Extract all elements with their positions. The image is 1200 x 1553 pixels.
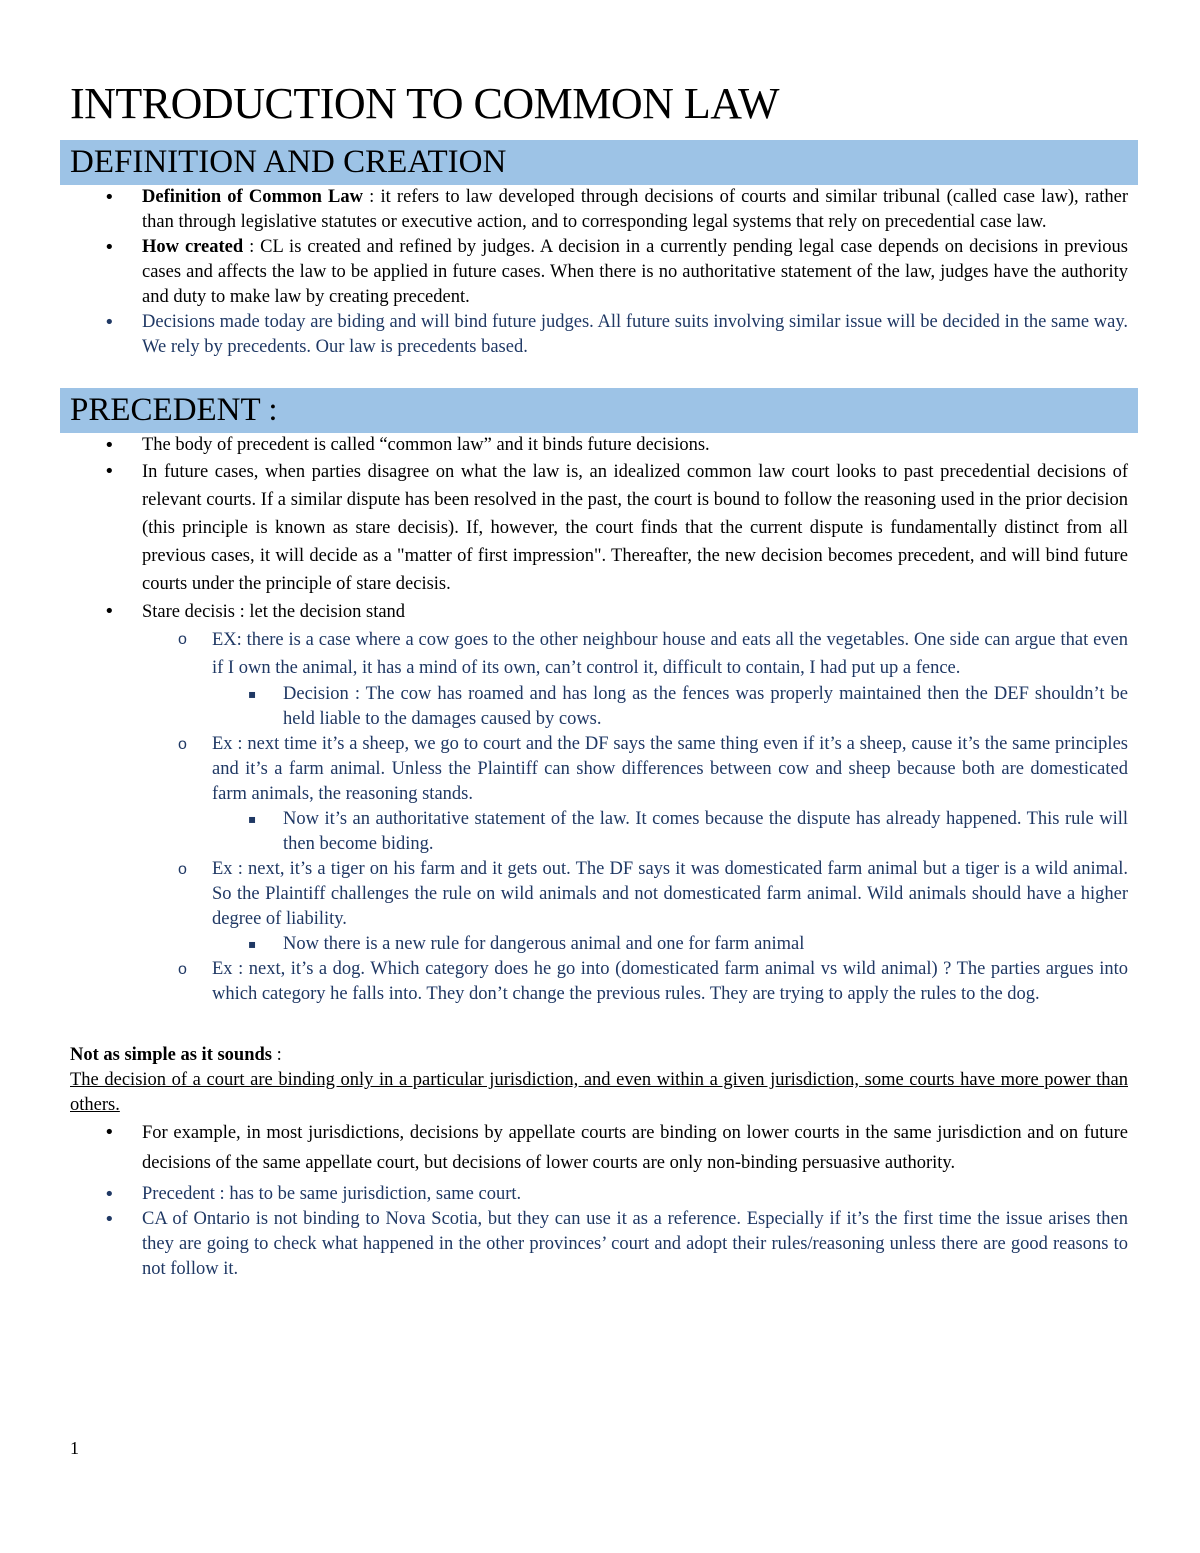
list-item bbox=[70, 185, 1128, 235]
subheading-rest: : bbox=[272, 1045, 282, 1065]
section-heading-definition: DEFINITION AND CREATION bbox=[60, 140, 1138, 185]
subheading bbox=[70, 1043, 1128, 1068]
example-item: o Ex : next time it’s a sheep, we go to court and the DF says the same thing even if it’s a sheep, cause it’s the same principles and it’s a farm animal. Unless the Plaintiff can show differences between cow and sheep because both are domesticated farm animals, the reasoning stands. bbox=[70, 732, 1128, 807]
list-item bbox=[70, 310, 1128, 360]
list-item: • For example, in most jurisdictions, decisions by appellate courts are binding on lower courts in the same jurisdiction and on future decisions of the same appellate court, but decisions of lower courts are only non-binding persuasive authority. bbox=[70, 1118, 1128, 1178]
list-item: • The body of precedent is called “common law” and it binds future decisions. bbox=[70, 433, 1128, 458]
note-text: Decisions made today are biding and will bind future judges. All future suits involving similar issue will be decided in the same way. We rely by precedents. Our law is precedents based. bbox=[142, 312, 1128, 357]
section-heading-precedent: PRECEDENT : bbox=[60, 388, 1138, 433]
list-item: • CA of Ontario is not binding to Nova Scotia, but they can use it as a reference. Especially if it’s the first time the issue arises then they are going to check what happened in the other provinces’ court and adopt their rules/reasoning unless there are good reasons to not follow it. bbox=[70, 1207, 1128, 1282]
jurisdiction-list bbox=[70, 1118, 1128, 1282]
document-title: INTRODUCTION TO COMMON LAW bbox=[70, 79, 780, 128]
example-sub-item: ▪ Now there is a new rule for dangerous animal and one for farm animal bbox=[70, 932, 1128, 957]
example-item: o Ex : next, it’s a dog. Which category does he go into (domesticated farm animal vs wild animal) ? The parties argues into which category he falls into. They don’t change the previous rules. They are trying to apply the rules to the dog. bbox=[70, 957, 1128, 1007]
example-item: o Ex : next, it’s a tiger on his farm and it gets out. The DF says it was domesticated farm animal but a tiger is a wild animal. So the Plaintiff challenges the rule on wild animals and not domesticated farm animal. Wild animals should have a higher degree of liability. bbox=[70, 857, 1128, 932]
list-item: • In future cases, when parties disagree on what the law is, an idealized common law court looks to past precedential decisions of relevant courts. If a similar dispute has been resolved in the past, the court is bound to follow the reasoning used in the prior decision (this principle is known as stare decisis). If, however, the court finds that the current dispute is fundamentally distinct from all previous cases, it will decide as a "matter of first impression". Thereafter, the new decision becomes precedent, and will bind future courts under the principle of stare decisis. bbox=[70, 458, 1128, 598]
definition-list bbox=[70, 185, 1128, 360]
list-item: • Stare decisis : let the decision stand bbox=[70, 598, 1128, 626]
underlined-statement: The decision of a court are binding only in a particular jurisdiction, and even within a given jurisdiction, some courts have more power than others. bbox=[70, 1070, 1128, 1115]
list-item: • Precedent : has to be same jurisdiction, same court. bbox=[70, 1182, 1128, 1207]
page-number: 1 bbox=[70, 1438, 79, 1458]
list-item bbox=[70, 235, 1128, 310]
example-sub-item: ▪ Decision : The cow has roamed and has long as the fences was properly maintained then the DEF shouldn’t be held liable to the damages caused by cows. bbox=[70, 682, 1128, 732]
term-text: : CL is created and refined by judges. A decision in a currently pending legal case depends on decisions in previous cases and affects the law to be applied in future cases. When there is no authoritative statement of the law, judges have the authority and duty to make law by creating precedent. bbox=[142, 237, 1128, 307]
precedent-list bbox=[70, 433, 1128, 1007]
example-item: o EX: there is a case where a cow goes to the other neighbour house and eats all the vegetables. One side can argue that even if I own the animal, it has a mind of its own, can’t control it, difficult to contain, I had put up a fence. bbox=[70, 626, 1128, 682]
subheading-bold: Not as simple as it sounds bbox=[70, 1045, 273, 1065]
term-text: : it refers to law developed through decisions of courts and similar tribunal (called case law), rather than through legislative statutes or executive action, and to corresponding legal systems that rely on precedential case law. bbox=[142, 187, 1128, 232]
example-sub-item: ▪ Now it’s an authoritative statement of the law. It comes because the dispute has already happened. This rule will then become biding. bbox=[70, 807, 1128, 857]
document-page bbox=[70, 78, 1128, 1282]
term-label: How created bbox=[142, 237, 244, 257]
term-label: Definition of Common Law bbox=[142, 187, 363, 207]
